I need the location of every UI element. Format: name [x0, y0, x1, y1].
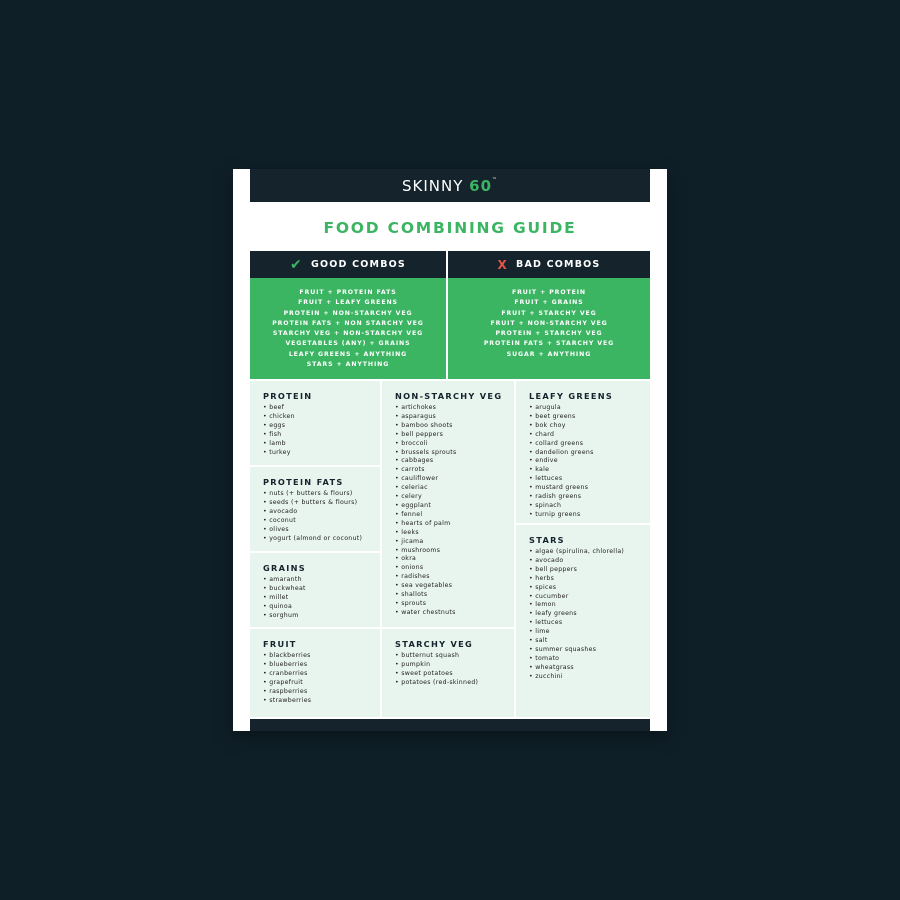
category-stars — [516, 525, 650, 717]
bad-combo-item: FRUIT + NON-STARCHY VEG — [490, 319, 608, 327]
list-item: • broccoli — [395, 440, 514, 449]
food-list — [263, 490, 380, 543]
category-title: PROTEIN FATS — [263, 477, 344, 487]
category-title: STARS — [529, 535, 565, 545]
category-starchy-veg — [382, 629, 514, 717]
list-item: • zucchini — [529, 673, 650, 682]
category-title: STARCHY VEG — [395, 639, 474, 649]
list-item: • salt — [529, 637, 650, 646]
good-combo-item: PROTEIN + NON-STARCHY VEG — [283, 309, 413, 317]
category-protein-fats — [250, 467, 380, 551]
list-item: • lemon — [529, 601, 650, 610]
bad-combo-item: FRUIT + STARCHY VEG — [501, 309, 597, 317]
list-item: • nuts (+ butters & flours) — [263, 490, 380, 499]
list-item: • beef — [263, 404, 380, 413]
list-item: • fish — [263, 431, 380, 440]
category-title: GRAINS — [263, 563, 306, 573]
list-item: • beet greens — [529, 413, 650, 422]
food-list — [395, 652, 514, 688]
brand-header — [250, 169, 650, 202]
list-item: • kale — [529, 466, 650, 475]
list-item: • leeks — [395, 529, 514, 538]
list-item: • lime — [529, 628, 650, 637]
list-item: • strawberries — [263, 697, 380, 706]
food-list — [395, 404, 514, 618]
list-item: • herbs — [529, 575, 650, 584]
category-title: PROTEIN — [263, 391, 313, 401]
footer-bar — [250, 719, 650, 731]
list-item: • potatoes (red-skinned) — [395, 679, 514, 688]
category-grains — [250, 553, 380, 627]
guide-sheet — [233, 169, 667, 731]
category-fruit — [250, 629, 380, 717]
brand-number: 60 — [469, 176, 493, 195]
list-item: • collard greens — [529, 440, 650, 449]
bad-combo-item: FRUIT + PROTEIN — [511, 289, 587, 296]
list-item: • amaranth — [263, 576, 380, 585]
list-item: • raspberries — [263, 688, 380, 697]
brand-word: SKINNY — [401, 176, 464, 195]
list-item: • endive — [529, 457, 650, 466]
list-item: • coconut — [263, 517, 380, 526]
list-item: • brussels sprouts — [395, 449, 514, 458]
list-item: • arugula — [529, 404, 650, 413]
page-title: FOOD COMBINING GUIDE — [323, 219, 577, 237]
list-item: • chicken — [263, 413, 380, 422]
food-list — [529, 548, 650, 682]
list-item: • mushrooms — [395, 547, 514, 556]
list-item: • sprouts — [395, 600, 514, 609]
list-item: • radishes — [395, 573, 514, 582]
list-item: • okra — [395, 555, 514, 564]
food-list — [529, 404, 650, 520]
list-item: • sweet potatoes — [395, 670, 514, 679]
list-item: • onions — [395, 564, 514, 573]
good-combo-item: LEAFY GREENS + ANYTHING — [288, 350, 408, 358]
list-item: • cranberries — [263, 670, 380, 679]
list-item: • butternut squash — [395, 652, 514, 661]
good-combo-item: PROTEIN FATS + NON STARCHY VEG — [272, 319, 424, 327]
category-leafy-greens — [516, 381, 650, 523]
list-item: • turnip greens — [529, 511, 650, 520]
food-list — [263, 652, 380, 705]
good-combo-item: VEGETABLES (ANY) + GRAINS — [285, 340, 411, 348]
list-item: • eggplant — [395, 502, 514, 511]
list-item: • avocado — [529, 557, 650, 566]
good-combo-item: FRUIT + LEAFY GREENS — [298, 299, 398, 307]
list-item: • eggs — [263, 422, 380, 431]
good-combo-item: FRUIT + PROTEIN FATS — [299, 289, 397, 296]
good-combos-header — [250, 251, 446, 278]
category-title: FRUIT — [263, 639, 297, 649]
list-item: • avocado — [263, 508, 380, 517]
list-item: • seeds (+ butters & flours) — [263, 499, 380, 508]
list-item: • cucumber — [529, 593, 650, 602]
x-icon: X — [497, 257, 508, 272]
good-combos-label: GOOD COMBOS — [310, 259, 406, 270]
good-combos-list — [250, 278, 446, 379]
list-item: • jicama — [395, 538, 514, 547]
list-item: • dandelion greens — [529, 449, 650, 458]
list-item: • shallots — [395, 591, 514, 600]
list-item: • blueberries — [263, 661, 380, 670]
list-item: • leafy greens — [529, 610, 650, 619]
list-item: • algae (spirulina, chlorella) — [529, 548, 650, 557]
list-item: • water chestnuts — [395, 609, 514, 618]
category-protein — [250, 381, 380, 465]
list-item: • mustard greens — [529, 484, 650, 493]
bad-combo-item: SUGAR + ANYTHING — [506, 350, 592, 358]
bad-combos-header — [448, 251, 650, 278]
list-item: • spinach — [529, 502, 650, 511]
list-item: • bell peppers — [529, 566, 650, 575]
list-item: • grapefruit — [263, 679, 380, 688]
list-item: • radish greens — [529, 493, 650, 502]
bad-combo-item: PROTEIN FATS + STARCHY VEG — [483, 340, 615, 348]
bad-combos-label: BAD COMBOS — [516, 259, 601, 270]
category-title: NON-STARCHY VEG — [395, 391, 503, 401]
bad-combo-item: PROTEIN + STARCHY VEG — [495, 330, 603, 338]
category-non-starchy-veg — [382, 381, 514, 627]
list-item: • tomato — [529, 655, 650, 664]
list-item: • spices — [529, 584, 650, 593]
list-item: • carrots — [395, 466, 514, 475]
food-list — [263, 404, 380, 457]
list-item: • fennel — [395, 511, 514, 520]
list-item: • sorghum — [263, 612, 380, 621]
list-item: • bell peppers — [395, 431, 514, 440]
list-item: • celery — [395, 493, 514, 502]
list-item: • olives — [263, 526, 380, 535]
food-list — [263, 576, 380, 621]
list-item: • lamb — [263, 440, 380, 449]
list-item: • quinoa — [263, 603, 380, 612]
good-combo-item: STARCHY VEG + NON-STARCHY VEG — [272, 330, 424, 338]
list-item: • yogurt (almond or coconut) — [263, 535, 380, 544]
list-item: • blackberries — [263, 652, 380, 661]
list-item: • lettuces — [529, 619, 650, 628]
good-combo-item: STARS + ANYTHING — [306, 361, 390, 369]
list-item: • pumpkin — [395, 661, 514, 670]
list-item: • wheatgrass — [529, 664, 650, 673]
list-item: • bamboo shoots — [395, 422, 514, 431]
check-icon: ✔ — [290, 256, 303, 273]
trademark: ™ — [492, 176, 499, 183]
list-item: • buckwheat — [263, 585, 380, 594]
list-item: • hearts of palm — [395, 520, 514, 529]
list-item: • asparagus — [395, 413, 514, 422]
list-item: • chard — [529, 431, 650, 440]
bad-combo-item: FRUIT + GRAINS — [514, 299, 584, 307]
list-item: • cabbages — [395, 457, 514, 466]
list-item: • bok choy — [529, 422, 650, 431]
brand-logo — [402, 177, 498, 195]
list-item: • cauliflower — [395, 475, 514, 484]
list-item: • millet — [263, 594, 380, 603]
list-item: • sea vegetables — [395, 582, 514, 591]
list-item: • artichokes — [395, 404, 514, 413]
list-item: • summer squashes — [529, 646, 650, 655]
bad-combos-list — [448, 278, 650, 379]
list-item: • celeriac — [395, 484, 514, 493]
category-title: LEAFY GREENS — [529, 391, 614, 401]
list-item: • lettuces — [529, 475, 650, 484]
list-item: • turkey — [263, 449, 380, 458]
